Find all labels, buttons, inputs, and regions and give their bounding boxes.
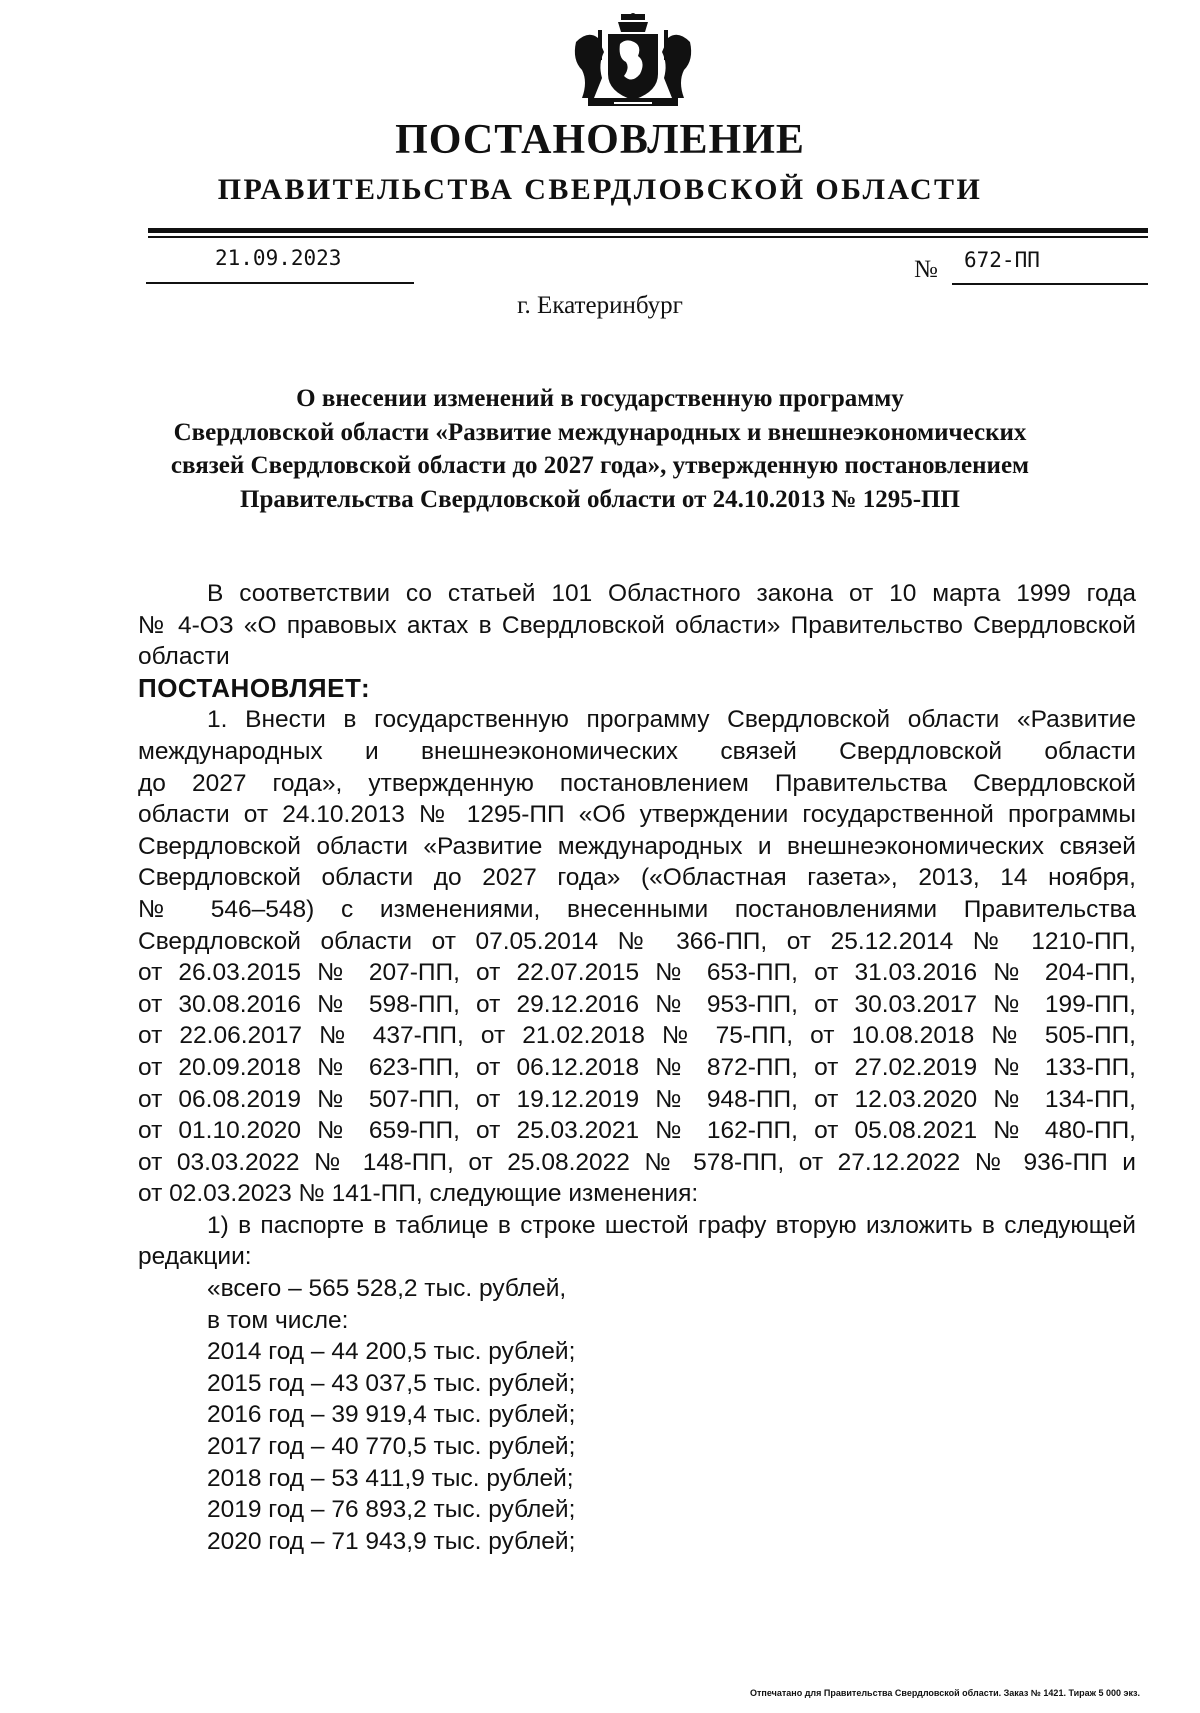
item1-line: от 02.03.2023 № 141-ПП, следующие изменения: (138, 1180, 699, 1208)
document-heading (120, 382, 1080, 516)
amount-line: 2015 год – 43 037,5 тыс. рублей; (207, 1369, 576, 1397)
document-title: ПОСТАНОВЛЕНИЕ (395, 117, 805, 163)
header-rule-thick (148, 228, 1148, 233)
subitem1-line: редакции: (138, 1243, 252, 1271)
heading-line: Правительства Свердловской области от 24.10.2013 № 1295-ПП (240, 485, 960, 513)
coat-of-arms-emblem (568, 12, 698, 110)
resolves-word: ПОСТАНОВЛЯЕТ: (138, 672, 371, 703)
number-underline (952, 283, 1148, 285)
number-sign: № (914, 256, 938, 283)
document-body (138, 578, 1136, 1557)
city-line: г. Екатеринбург (517, 292, 683, 319)
document-issuer: ПРАВИТЕЛЬСТВА СВЕРДЛОВСКОЙ ОБЛАСТИ (217, 173, 983, 206)
amount-line: в том числе: (207, 1306, 349, 1334)
item1-line: международных и внешнеэкономических связей Свердловской области (138, 737, 1136, 765)
preamble-line: № 4-ОЗ «О правовых актах в Свердловской области» Правительство Свердловской (138, 611, 1136, 639)
heading-line: О внесении изменений в государственную программу (296, 385, 904, 412)
header-rule-thin (148, 236, 1148, 238)
amount-line: 2020 год – 71 943,9 тыс. рублей; (207, 1527, 576, 1555)
subitem1-line: 1) в паспорте в таблице в строке шестой графу вторую изложить в следующей (207, 1211, 1136, 1239)
item1-line: до 2027 года», утвержденную постановлением Правительства Свердловской (138, 769, 1136, 797)
item1-line: 1. Внести в государственную программу Свердловской области «Развитие (207, 706, 1136, 734)
item1-line: от 26.03.2015 № 207-ПП, от 22.07.2015 № 653-ПП, от 31.03.2016 № 204-ПП, (138, 959, 1136, 987)
amount-line: 2016 год – 39 919,4 тыс. рублей; (207, 1401, 576, 1429)
amount-line: 2018 год – 53 411,9 тыс. рублей; (207, 1464, 574, 1492)
amount-line: 2014 год – 44 200,5 тыс. рублей; (207, 1338, 576, 1366)
amount-line: 2017 год – 40 770,5 тыс. рублей; (207, 1433, 576, 1461)
item1-line: Свердловской области «Развитие международных и внешнеэкономических связей (138, 832, 1136, 860)
item1-line: Свердловской области до 2027 года» («Областная газета», 2013, 14 ноября, (138, 864, 1136, 892)
heading-line: Свердловской области «Развитие международных и внешнеэкономических (173, 418, 1027, 446)
item1-line: от 01.10.2020 № 659-ПП, от 25.03.2021 № 162-ПП, от 05.08.2021 № 480-ПП, (138, 1117, 1136, 1145)
item1-line: № 546–548) с изменениями, внесенными постановлениями Правительства (138, 895, 1136, 923)
item1-line: от 03.03.2022 № 148-ПП, от 25.08.2022 № 578-ПП, от 27.12.2022 № 936-ПП и (138, 1148, 1136, 1176)
item1-line: от 06.08.2019 № 507-ПП, от 19.12.2019 № 948-ПП, от 12.03.2020 № 134-ПП, (138, 1085, 1136, 1113)
date-underline (146, 282, 414, 284)
preamble-line: области (138, 643, 230, 671)
item1-line: области от 24.10.2013 № 1295-ПП «Об утверждении государственной программы (138, 801, 1136, 829)
print-imprint: Отпечатано для Правительства Свердловской области. Заказ № 1421. Тираж 5 000 экз. (750, 1688, 1140, 1698)
amount-line: «всего – 565 528,2 тыс. рублей, (207, 1275, 567, 1303)
item1-line: Свердловской области от 07.05.2014 № 366-ПП, от 25.12.2014 № 1210-ПП, (138, 927, 1136, 955)
item1-line: от 30.08.2016 № 598-ПП, от 29.12.2016 № 953-ПП, от 30.03.2017 № 199-ПП, (138, 990, 1136, 1018)
preamble-line: В соответствии со статьей 101 Областного закона от 10 марта 1999 года (207, 580, 1136, 607)
document-number: 672-ПП (964, 248, 1040, 272)
document-date: 21.09.2023 (215, 246, 342, 270)
item1-line: от 22.06.2017 № 437-ПП, от 21.02.2018 № 75-ПП, от 10.08.2018 № 505-ПП, (138, 1022, 1136, 1050)
item1-line: от 20.09.2018 № 623-ПП, от 06.12.2018 № 872-ПП, от 27.02.2019 № 133-ПП, (138, 1053, 1136, 1081)
amount-line: 2019 год – 76 893,2 тыс. рублей; (207, 1496, 576, 1524)
heading-line: связей Свердловской области до 2027 года», утвержденную постановлением (170, 452, 1030, 479)
